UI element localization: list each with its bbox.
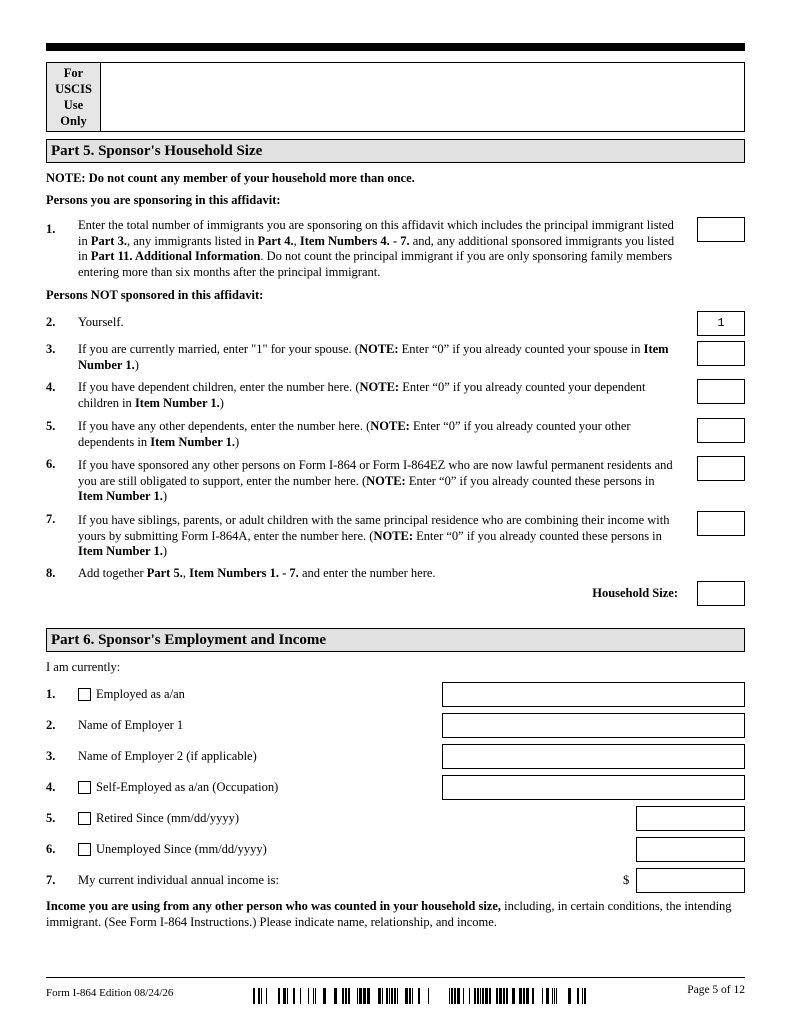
unemployed-label: Unemployed Since (mm/dd/yyyy): [96, 842, 267, 856]
barcode-bar: [496, 988, 498, 1004]
barcode-bar: [552, 988, 553, 1004]
barcode-bar: [323, 988, 326, 1004]
barcode: [253, 988, 595, 1004]
barcode-bar: [315, 988, 316, 1004]
barcode-bar: [463, 988, 464, 1004]
unemployed-since-field[interactable]: [636, 837, 745, 862]
barcode-bar: [577, 988, 579, 1004]
barcode-bar: [300, 988, 301, 1004]
part5-header: Part 5. Sponsor's Household Size: [46, 139, 745, 163]
barcode-bar: [357, 988, 358, 1004]
employed-label: Employed as a/an: [96, 687, 185, 701]
barcode-bar: [293, 988, 295, 1004]
income-label: My current individual annual income is:: [78, 873, 279, 887]
barcode-bar: [489, 988, 491, 1004]
item-number: 7.: [46, 512, 56, 526]
form-edition: Form I-864 Edition 08/24/26: [46, 987, 174, 999]
barcode-bar: [253, 988, 255, 1004]
item-number: 1.: [46, 222, 56, 236]
barcode-bar: [389, 988, 390, 1004]
p5-item6-field[interactable]: [697, 456, 745, 481]
household-size-label: Household Size:: [592, 586, 678, 600]
not-sponsored-heading: Persons NOT sponsored in this affidavit:: [46, 288, 264, 302]
barcode-bar: [348, 988, 350, 1004]
barcode-bar: [334, 988, 337, 1004]
unemployed-checkbox[interactable]: [78, 843, 91, 856]
barcode-bar: [469, 988, 470, 1004]
p5-item7-text: If you have siblings, parents, or adult children with the same principal residence who are combining their income with yours by submitting Form I-864A, enter the number here. (NOTE: Enter “0” if you already counted these persons in Item Number 1.): [78, 513, 670, 558]
barcode-bar: [391, 988, 393, 1004]
uscis-use-only-label: For USCIS Use Only: [47, 63, 101, 131]
self-employed-checkbox[interactable]: [78, 781, 91, 794]
sponsoring-heading: Persons you are sponsoring in this affidavit:: [46, 193, 281, 207]
employer1-label: Name of Employer 1: [78, 718, 184, 732]
barcode-bar: [418, 988, 420, 1004]
item-number: 8.: [46, 566, 56, 580]
barcode-bar: [512, 988, 515, 1004]
barcode-bar: [526, 988, 529, 1004]
barcode-bar: [405, 988, 408, 1004]
barcode-bar: [287, 988, 288, 1004]
p5-item1-text: Enter the total number of immigrants you are sponsoring on this affidavit which includes the principal immigrant listed in Part 3., any immigrants listed in Part 4., Item Numbers 4. - 7. and, any additional sponsored immigrants you listed in Part 11. Additional Information. Do not count the principal immigrant if you are only sponsoring family members entering more than six months after the principal immigrant.: [78, 218, 675, 279]
self-employed-label: Self-Employed as a/an (Occupation): [96, 780, 279, 794]
employed-checkbox[interactable]: [78, 688, 91, 701]
barcode-bar: [457, 988, 460, 1004]
part5-note: NOTE: Do not count any member of your household more than once.: [46, 171, 415, 185]
barcode-bar: [449, 988, 450, 1004]
barcode-bar: [485, 988, 488, 1004]
part6-header: Part 6. Sponsor's Employment and Income: [46, 628, 745, 652]
p5-item3-field[interactable]: [697, 341, 745, 366]
item-number: 6.: [46, 842, 56, 856]
annual-income-field[interactable]: [636, 868, 745, 893]
item-number: 3.: [46, 342, 56, 356]
barcode-bar: [554, 988, 555, 1004]
barcode-bar: [378, 988, 381, 1004]
barcode-bar: [480, 988, 481, 1004]
barcode-bar: [542, 988, 543, 1004]
barcode-bar: [499, 988, 502, 1004]
p5-item7-field[interactable]: [697, 511, 745, 536]
p5-item6-text: If you have sponsored any other persons on Form I-864 or Form I-864EZ who are now lawful permanent residents and you are still obligated to support, enter the number here. (NOTE: Enter “0” if you already counted these persons in Item Number 1.): [78, 458, 673, 503]
footer-rule: [46, 977, 745, 978]
employed-as-field[interactable]: [442, 682, 745, 707]
item-number: 4.: [46, 380, 56, 394]
barcode-bar: [283, 988, 286, 1004]
barcode-bar: [477, 988, 479, 1004]
barcode-bar: [556, 988, 557, 1004]
barcode-bar: [409, 988, 411, 1004]
p5-item4-text: If you have dependent children, enter the number here. (NOTE: Enter “0” if you already counted your dependent children in Item Number 1.): [78, 380, 646, 410]
barcode-bar: [342, 988, 344, 1004]
barcode-bar: [308, 988, 309, 1004]
p5-item5-field[interactable]: [697, 418, 745, 443]
p5-item4-field[interactable]: [697, 379, 745, 404]
retired-label: Retired Since (mm/dd/yyyy): [96, 811, 240, 825]
barcode-bar: [582, 988, 583, 1004]
barcode-bar: [474, 988, 476, 1004]
barcode-bar: [367, 988, 370, 1004]
p5-item1-field[interactable]: [697, 217, 745, 242]
item-number: 6.: [46, 457, 56, 471]
barcode-bar: [568, 988, 571, 1004]
p5-item5-text: If you have any other dependents, enter the number here. (NOTE: Enter “0” if you already counted your other dependents in Item Number 1.): [78, 419, 631, 449]
barcode-bar: [258, 988, 260, 1004]
barcode-bar: [523, 988, 525, 1004]
item-number: 3.: [46, 749, 56, 763]
item-number: 4.: [46, 780, 56, 794]
barcode-bar: [313, 988, 314, 1004]
p5-item2-field[interactable]: 1: [697, 311, 745, 336]
barcode-bar: [359, 988, 362, 1004]
page-number: Page 5 of 12: [687, 984, 745, 996]
p5-item2-text: Yourself.: [78, 315, 124, 329]
barcode-bar: [345, 988, 347, 1004]
employer2-label: Name of Employer 2 (if applicable): [78, 749, 257, 763]
dollar-sign: $: [623, 873, 630, 887]
item-number: 2.: [46, 315, 56, 329]
barcode-bar: [382, 988, 383, 1004]
barcode-bar: [428, 988, 429, 1004]
barcode-bar: [584, 988, 586, 1004]
part6-intro: I am currently:: [46, 660, 121, 674]
barcode-bar: [386, 988, 388, 1004]
retired-since-field[interactable]: [636, 806, 745, 831]
barcode-bar: [451, 988, 453, 1004]
barcode-bar: [394, 988, 396, 1004]
barcode-bar: [532, 988, 534, 1004]
item-number: 5.: [46, 811, 56, 825]
occupation-field[interactable]: [442, 775, 745, 800]
item-number: 5.: [46, 419, 56, 433]
item-number: 7.: [46, 873, 56, 887]
barcode-bar: [266, 988, 267, 1004]
barcode-bar: [261, 988, 262, 1004]
p5-item8-text: Add together Part 5., Item Numbers 1. - 7. and enter the number here.: [78, 566, 436, 580]
barcode-bar: [454, 988, 456, 1004]
employer2-field[interactable]: [442, 744, 745, 769]
top-rule: [46, 43, 745, 51]
retired-checkbox[interactable]: [78, 812, 91, 825]
p5-item3-text: If you are currently married, enter "1" for your spouse. (NOTE: Enter “0” if you already counted your spouse in Item Number 1.): [78, 342, 669, 372]
household-size-field[interactable]: [697, 581, 745, 606]
item-number: 2.: [46, 718, 56, 732]
other-income-paragraph: Income you are using from any other person who was counted in your household size, including, in certain conditions, the intending immigrant. (See Form I-864 Instructions.) Please indicate name, relationship, and income.: [46, 899, 732, 929]
barcode-bar: [397, 988, 398, 1004]
barcode-bar: [519, 988, 522, 1004]
item-number: 1.: [46, 687, 56, 701]
barcode-bar: [363, 988, 366, 1004]
uscis-use-only-box: [46, 62, 745, 132]
barcode-bar: [412, 988, 413, 1004]
barcode-bar: [546, 988, 549, 1004]
barcode-bar: [506, 988, 508, 1004]
employer1-field[interactable]: [442, 713, 745, 738]
barcode-bar: [482, 988, 484, 1004]
barcode-bar: [503, 988, 505, 1004]
barcode-bar: [278, 988, 280, 1004]
